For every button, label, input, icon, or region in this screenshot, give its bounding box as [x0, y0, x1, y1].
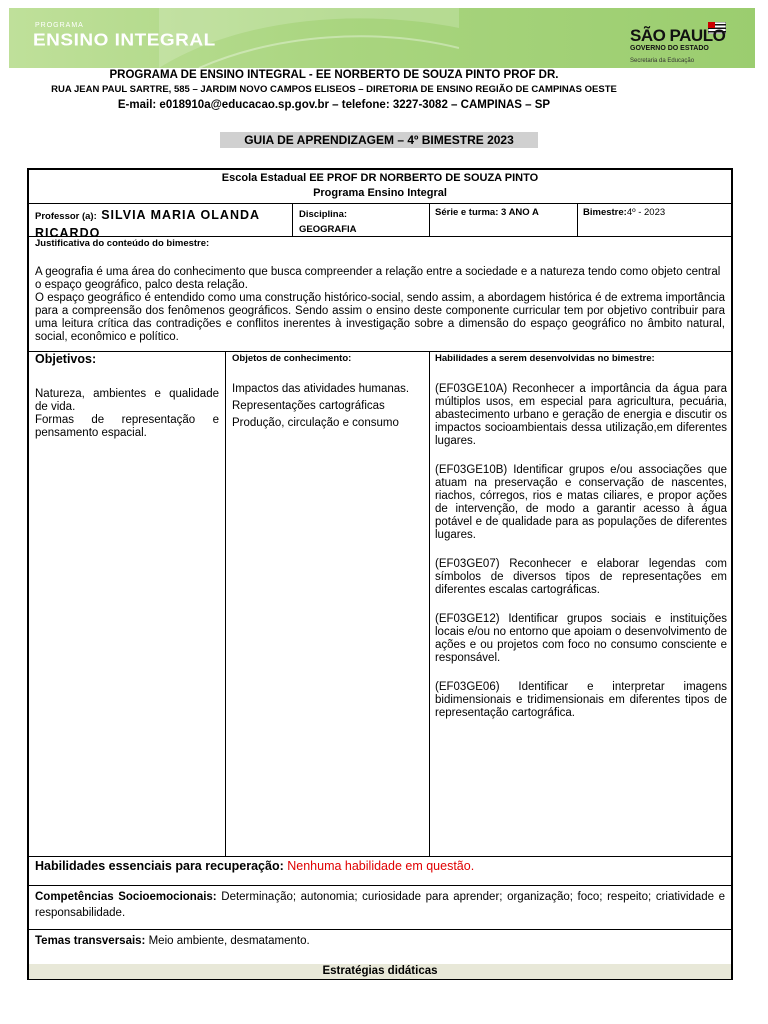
sp-secretaria-label: Secretaria da Educação	[630, 58, 695, 64]
guia-title: GUIA DE APRENDIZAGEM – 4º BIMESTRE 2023	[220, 132, 538, 148]
justificativa-text	[35, 266, 725, 344]
bimestre-label: Bimestre:	[583, 207, 627, 218]
professor-label: Professor (a):	[35, 211, 97, 222]
habilidade-item: (EF03GE10B) Identificar grupos e/ou associações que atuam na preservação e conservação de nascentes, riachos, córregos, rios e matas ciliares, e propor ações de intervenção, de modo a garantir acesso à água potável e de qualidade para as populações de diferentes lugares.	[435, 464, 727, 541]
habilidades-label: Habilidades a serem desenvolvidas no bimestre:	[435, 353, 655, 364]
socioemocionais-value: Determinação; autonomia; curiosidade para aprender; organização; foco; respeito; criatividade e responsabilidade.	[35, 891, 726, 919]
objetos-label: Objetos de conhecimento:	[232, 353, 352, 364]
objetivos-label: Objetivos:	[35, 352, 97, 366]
professor-name: SILVIA MARIA OLANDA RICARDO	[35, 208, 260, 240]
program-small-label: PROGRAMA	[35, 22, 84, 29]
objetivo-item: Formas de representação e pensamento espacial.	[35, 414, 219, 439]
justificativa-paragraph-1: A geografia é uma área do conhecimento que busca compreender a relação entre a sociedade e a natureza tendo como objeto central o espaço geográfico, palco desta relação.	[35, 266, 721, 291]
habilidade-item: (EF03GE10A) Reconhecer a importância da água para múltiplos usos, em especial para agricultura, pecuária, abastecimento urbano e geração de energia e discutir os impactos socioambientais dessa utilização,em diferentes lugares.	[435, 383, 727, 447]
habilidade-item: (EF03GE07) Reconhecer e elaborar legendas com símbolos de diversos tipos de representações em diferentes escalas cartográficas.	[435, 558, 727, 596]
justificativa-label: Justificativa do conteúdo do bimestre:	[35, 238, 210, 249]
sp-government-label: GOVERNO DO ESTADO	[630, 45, 709, 52]
objetos-cell	[232, 353, 422, 430]
bimestre-cell	[583, 207, 728, 218]
temas-value: Meio ambiente, desmatamento.	[148, 935, 310, 947]
objeto-item: Produção, circulação e consumo	[232, 417, 399, 429]
socioemocionais-label: Competências Socioemocionais:	[35, 891, 217, 903]
header-program-line: PROGRAMA DE ENSINO INTEGRAL - EE NORBERTO DE SOUZA PINTO PROF DR.	[109, 69, 559, 81]
serie-turma: Série e turma: 3 ANO A	[435, 207, 539, 218]
objeto-item: Representações cartográficas	[232, 400, 385, 412]
sp-state-name: SÃO PAULO	[630, 26, 726, 45]
objeto-item: Impactos das atividades humanas.	[232, 383, 410, 395]
disciplina-cell	[299, 207, 424, 237]
school-header	[29, 171, 731, 201]
habilidade-item: (EF03GE06) Identificar e interpretar imagens bidimensionais e tridimensionais em diferentes tipos de representação cartográfica.	[435, 681, 727, 719]
objetivos-cell	[35, 352, 219, 440]
recuperacao-row	[35, 859, 725, 873]
header-contact-line: E-mail: e018910a@educacao.sp.gov.br – telefone: 3227-3082 – CAMPINAS – SP	[117, 99, 551, 111]
school-program: Programa Ensino Integral	[313, 187, 447, 199]
disciplina-label: Disciplina:	[299, 209, 348, 220]
learning-guide-table	[27, 168, 733, 980]
bimestre-value: 4º - 2023	[626, 207, 666, 218]
temas-row	[35, 935, 725, 948]
socioemocionais-row	[35, 889, 725, 921]
habilidades-cell	[435, 353, 727, 720]
program-logo-text: ENSINO INTEGRAL	[33, 31, 216, 50]
recuperacao-label: Habilidades essenciais para recuperação:	[35, 859, 284, 873]
school-name: Escola Estadual EE PROF DR NORBERTO DE SOUZA PINTO	[221, 172, 539, 184]
objetivo-item: Natureza, ambientes e qualidade de vida.	[35, 388, 219, 413]
temas-label: Temas transversais:	[35, 935, 146, 947]
sao-paulo-logo	[616, 18, 761, 74]
recuperacao-value: Nenhuma habilidade em questão.	[287, 859, 475, 873]
estrategias-header: Estratégias didáticas	[29, 964, 731, 979]
justificativa-paragraph-2: O espaço geográfico é entendido como uma construção histórico-social, sendo assim, a abordagem histórica é de extrema importância para a compreensão dos fenômenos geográficos. Sendo assim o ensino deste componente curricular tem por objetivo contribuir para uma leitura crítica das contradições e conflitos inerentes à investigação sobre a dimensão do espaço geográfico no âmbito natural, social, econômico e político.	[35, 292, 725, 343]
header-address-line: RUA JEAN PAUL SARTRE, 585 – JARDIM NOVO CAMPOS ELISEOS – DIRETORIA DE ENSINO REGIÃO DE CAMPINAS OESTE	[51, 84, 617, 95]
disciplina-value: GEOGRAFIA	[299, 224, 357, 235]
header-banner	[9, 8, 755, 68]
habilidade-item: (EF03GE12) Identificar grupos sociais e instituições locais e/ou no entorno que apoiam o desenvolvimento de ações e ou projetos com foco no consumo consciente e responsável.	[435, 613, 727, 664]
